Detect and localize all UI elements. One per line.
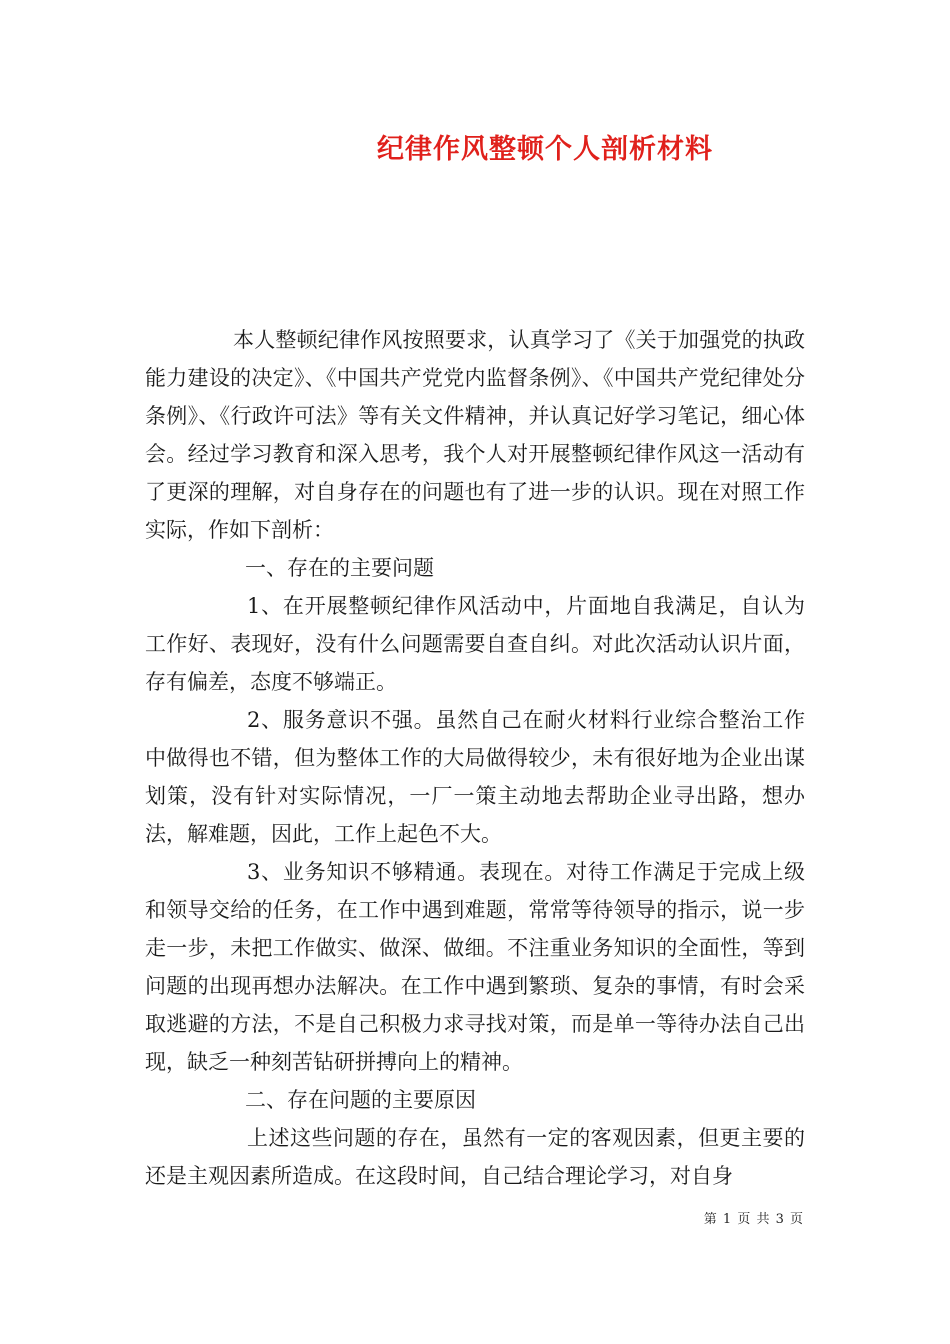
intro-paragraph: 本人整顿纪律作风按照要求，认真学习了《关于加强党的执政能力建设的决定》、《中国共产党党内监督条例》、《中国共产党纪律处分条例》、《行政许可法》等有关文件精神，并认真记好学习笔记，细心体会。经过学习教育和深入思考，我个人对开展整顿纪律作风这一活动有了更深的理解，对自身存在的问题也有了进一步的认识。现在对照工作实际，作如下剖析： xyxy=(145,328,805,542)
section-heading-1: 一、存在的主要问题 xyxy=(245,556,434,580)
list-item-1: 1、在开展整顿纪律作风活动中，片面地自我满足，自认为工作好、表现好，没有什么问题需要自查自纠。对此次活动认识片面，存有偏差，态度不够端正。 xyxy=(145,594,805,694)
section-heading-2: 二、存在问题的主要原因 xyxy=(245,1088,476,1112)
document-title: 纪律作风整顿个人剖析材料 xyxy=(377,134,713,165)
list-item-3: 3、业务知识不够精通。表现在。对待工作满足于完成上级和领导交给的任务，在工作中遇到难题，常常等待领导的指示，说一步走一步，未把工作做实、做深、做细。不注重业务知识的全面性，等到问题的出现再想办法解决。在工作中遇到繁琐、复杂的事情，有时会采取逃避的方法，不是自己积极力求寻找对策，而是单一等待办法自己出现，缺乏一种刻苦钻研拼搏向上的精神。 xyxy=(145,860,805,1074)
document-body xyxy=(145,321,805,1195)
list-item-2: 2、服务意识不强。虽然自己在耐火材料行业综合整治工作中做得也不错，但为整体工作的大局做得较少，未有很好地为企业出谋划策，没有针对实际情况，一厂一策主动地去帮助企业寻出路，想办法，解难题，因此，工作上起色不大。 xyxy=(145,708,805,846)
page-number: 第 1 页 共 3 页 xyxy=(703,1212,804,1227)
reason-paragraph: 上述这些问题的存在，虽然有一定的客观因素，但更主要的还是主观因素所造成。在这段时间，自己结合理论学习，对自身 xyxy=(145,1126,805,1188)
